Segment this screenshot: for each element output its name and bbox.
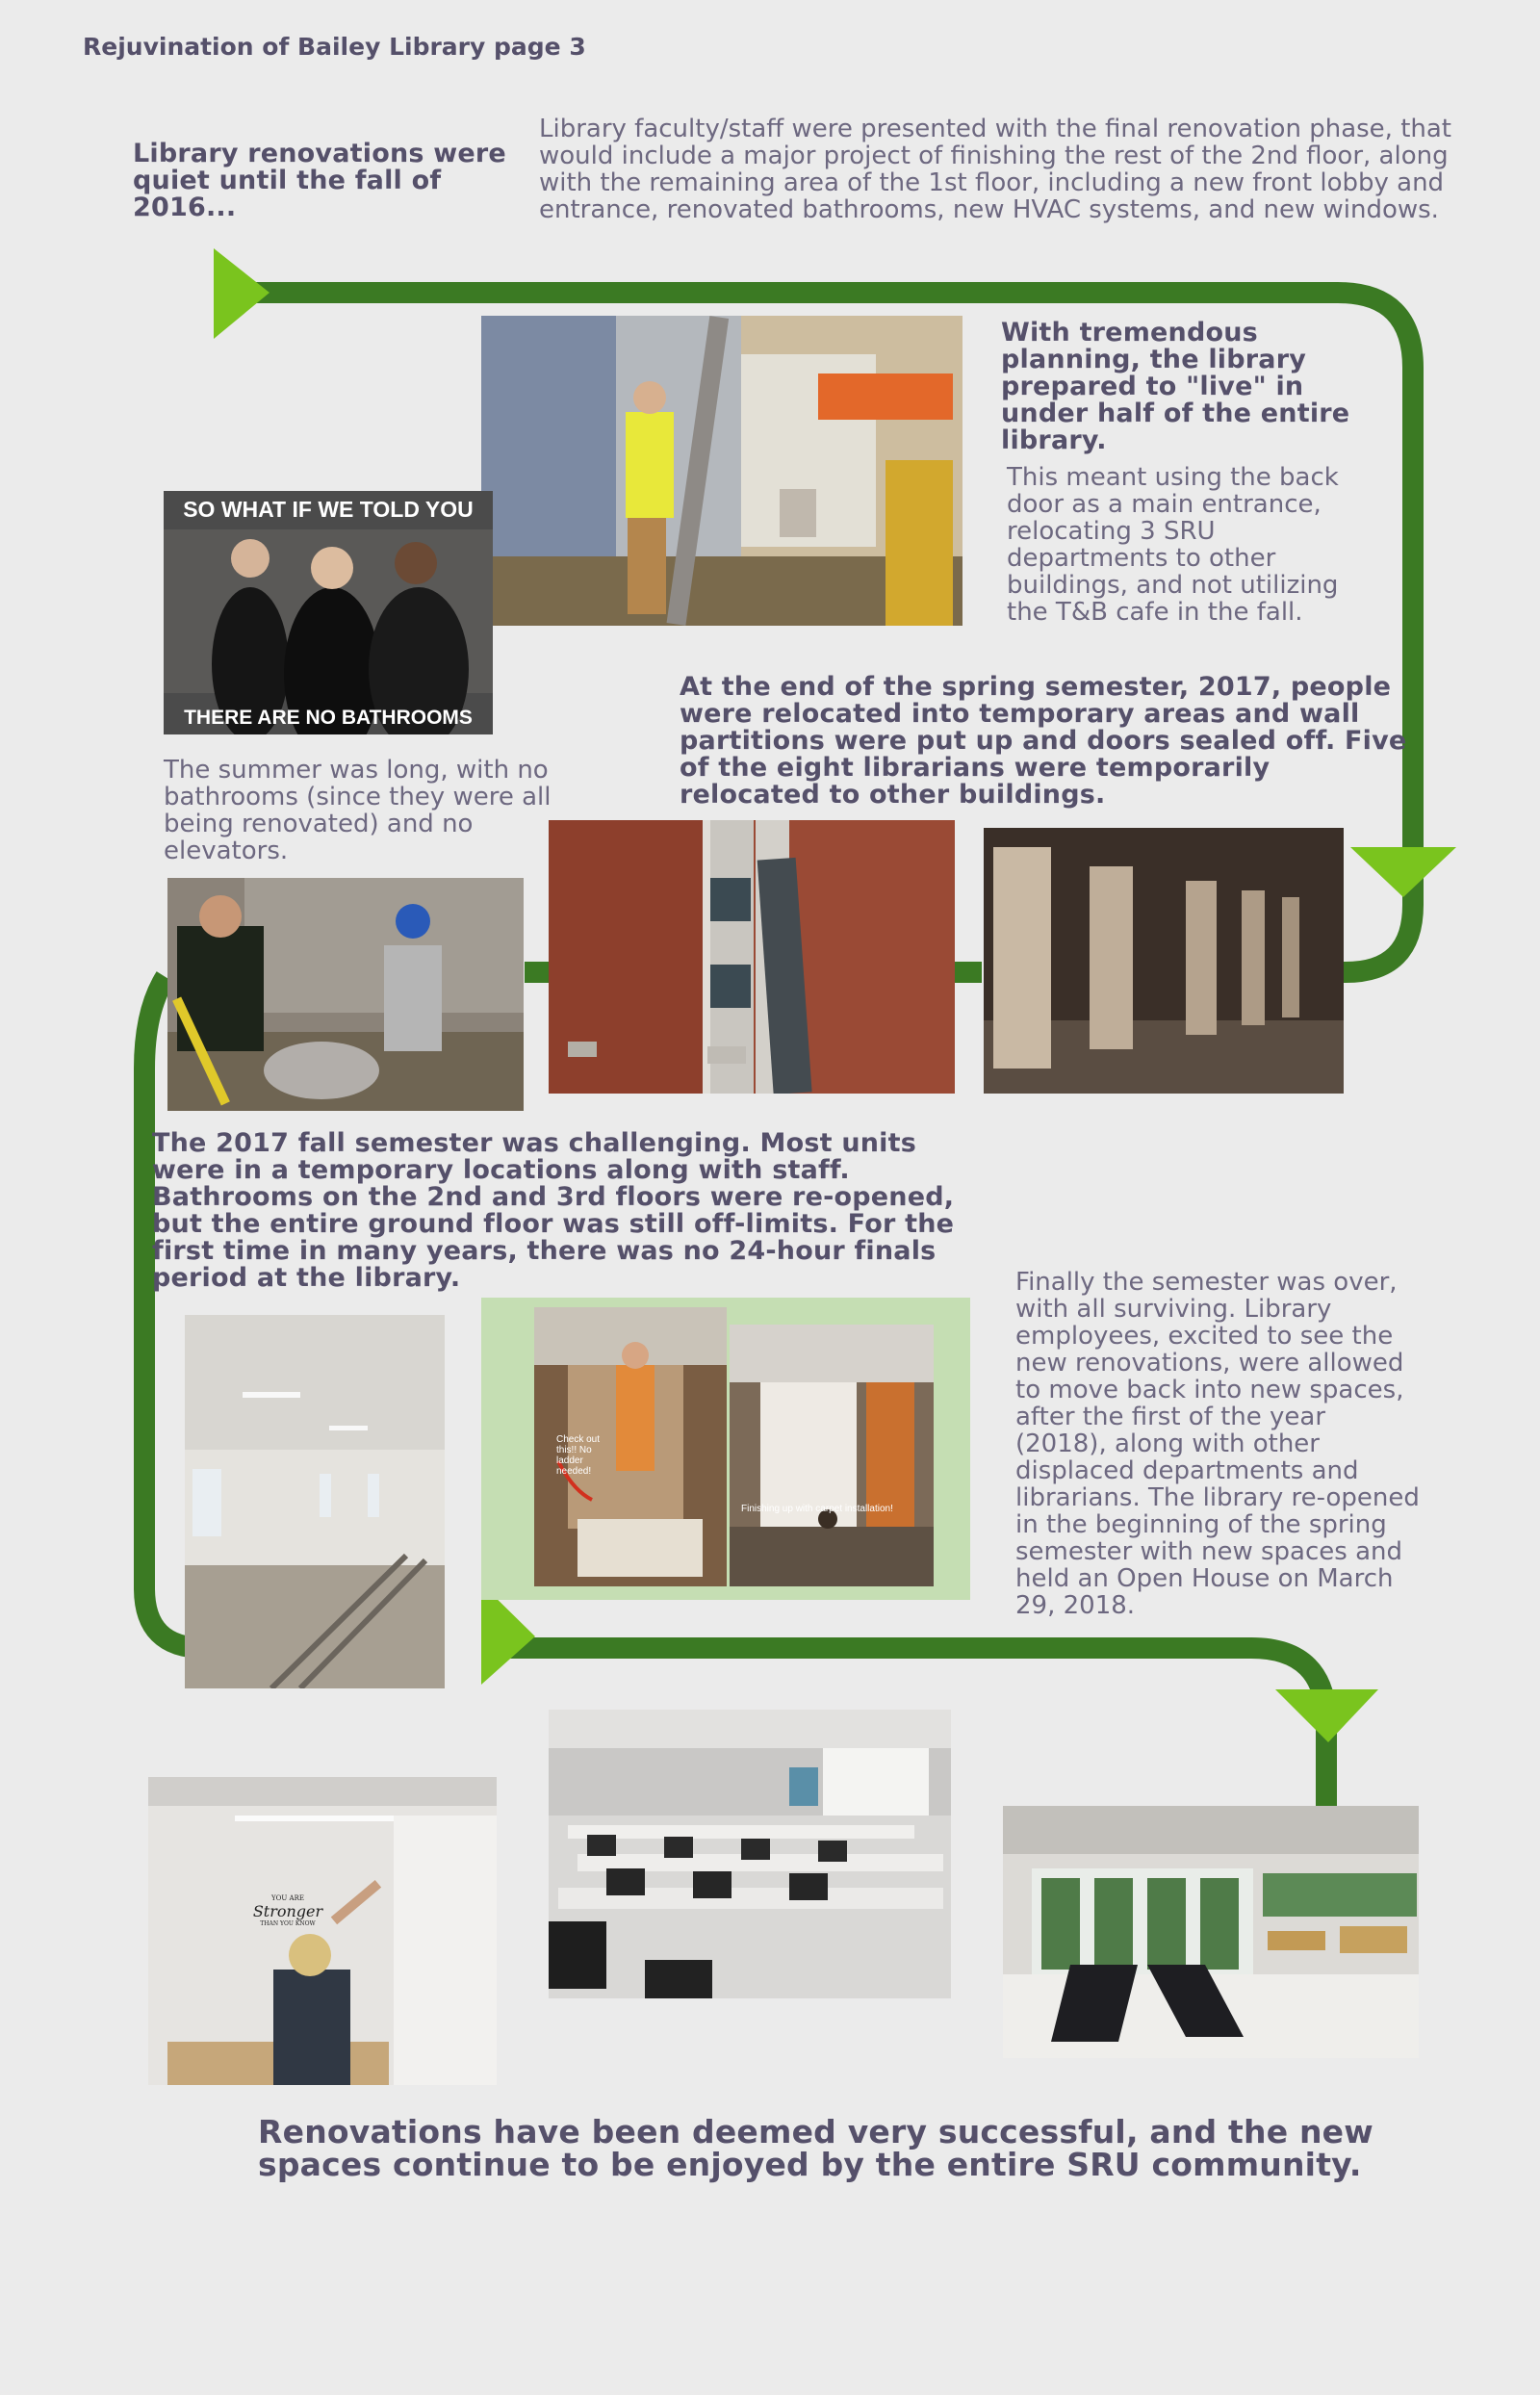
photo-computer-lab bbox=[549, 1710, 951, 1998]
closing-statement: Renovations have been deemed very successful, and the new spaces continue to be enjoyed by the entire SRU community. bbox=[258, 2113, 1373, 2183]
fall-heading: The 2017 fall semester was challenging. Most units were in a temporary locations along with staff. Bathrooms on the 2nd and 3rd floors were re-opened, but the entire ground floor was still off-limits. For the first time in many years, there was no 24-hour finals period at the library. bbox=[152, 1128, 955, 1293]
intro-heading: Library renovations were quiet until the fall of 2016... bbox=[133, 139, 506, 222]
finally-text: Finally the semester was over, with all surviving. Library employees, excited to see the new renovations, were allowed to move back into new spaces, after the first of the year (2018), along with other displaced departments and librarians. The library re-opened in the beginning of the spring semester with new spaces and held an Open House on March 29, 2018. bbox=[1015, 1268, 1420, 1620]
photo-brick-exterior bbox=[549, 820, 955, 1094]
photo-demolition bbox=[167, 878, 524, 1111]
meme-top-text: SO WHAT IF WE TOLD YOU bbox=[183, 497, 474, 522]
meme-image bbox=[164, 491, 493, 734]
planning-heading: With tremendous planning, the library prepared to "live" in under half of the entire library. bbox=[1001, 318, 1350, 455]
wall-quote-line1: YOU ARE bbox=[271, 1894, 304, 1902]
planning-text: This meant using the back door as a main entrance, relocating 3 SRU departments to other buildings, and not utilizing the T&B cafe in the fall. bbox=[1007, 463, 1339, 627]
wall-quote-line3: THAN YOU KNOW bbox=[260, 1920, 316, 1927]
photo-construction-workers bbox=[481, 316, 962, 626]
photo-collage bbox=[481, 1298, 970, 1600]
photo-whiteboard-room bbox=[148, 1777, 497, 2085]
meme-bottom-text: THERE ARE NO BATHROOMS bbox=[184, 707, 473, 729]
photo-hallway-doors bbox=[984, 828, 1344, 1094]
spring-heading: At the end of the spring semester, 2017, people were relocated into temporary areas and wall partitions were put up and doors sealed off. Five of the eight librarians were temporarily relocated to other buildings. bbox=[680, 672, 1407, 810]
photo-lobby-entrance bbox=[1003, 1806, 1419, 2058]
collage-caption-carpet: Finishing up with carpet installation! bbox=[741, 1504, 893, 1514]
page-title: Rejuvination of Bailey Library page 3 bbox=[83, 33, 586, 61]
photo-empty-room bbox=[185, 1315, 445, 1688]
arrow-right-1 bbox=[214, 248, 270, 339]
wall-quote-line2: Stronger bbox=[252, 1902, 323, 1920]
summer-text: The summer was long, with no bathrooms (since they were all being renovated) and no elevators. bbox=[164, 756, 552, 865]
collage-caption-ladder: Check out this!! No ladder needed! bbox=[556, 1434, 601, 1477]
arrow-down-1 bbox=[1350, 847, 1456, 897]
arrow-down-2 bbox=[1275, 1689, 1378, 1742]
intro-text: Library faculty/staff were presented with the final renovation phase, that would include a major project of finishing the rest of the 2nd floor, along with the remaining area of the 1st floor, including a new front lobby and entrance, renovated bathrooms, new HVAC systems, and new windows. bbox=[539, 115, 1451, 224]
